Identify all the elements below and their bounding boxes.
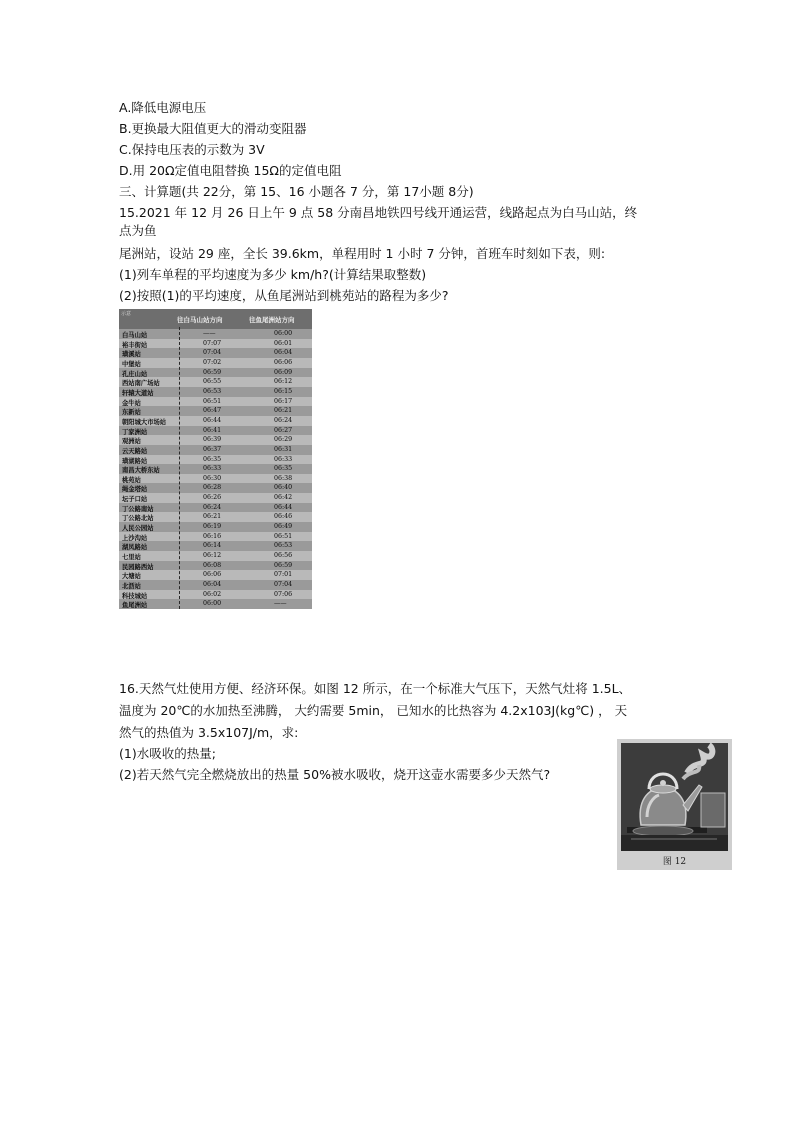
timetable-header: [119, 309, 312, 329]
timetable-row: [119, 445, 312, 455]
time-to-yuweizhou: 06:17: [274, 397, 293, 405]
time-to-yuweizhou: 06:49: [274, 523, 293, 531]
option-c: C.保持电压表的示数为 3V: [119, 142, 265, 157]
timetable-row: [119, 570, 312, 580]
timetable-row: [119, 522, 312, 532]
timetable-row: [119, 377, 312, 387]
time-to-yuweizhou: 06:40: [274, 484, 293, 492]
time-to-yuweizhou: 06:06: [274, 358, 293, 366]
station-name: 西站南广场站: [122, 380, 160, 388]
time-to-baimashan: 06:55: [203, 378, 222, 386]
time-to-baimashan: 06:35: [203, 455, 222, 463]
q16-line-2: 温度为 20℃的水加热至沸腾， 大约需要 5min， 已知水的比热容为 4.2x103J(kg℃) ， 天: [119, 703, 628, 718]
time-to-baimashan: 06:28: [203, 484, 222, 492]
station-name: 轩辕大道站: [122, 389, 154, 397]
time-to-yuweizhou: 06:01: [274, 339, 293, 347]
station-name: 北沥站: [122, 583, 141, 591]
timetable-row: [119, 368, 312, 378]
option-b: B.更换最大阻值更大的滑动变阻器: [119, 121, 307, 136]
station-name: 金牛站: [122, 399, 141, 407]
option-a: A.降低电源电压: [119, 100, 207, 115]
timetable-row: [119, 532, 312, 542]
time-to-baimashan: 06:16: [203, 532, 222, 540]
timetable-row: [119, 406, 312, 416]
timetable-row: [119, 348, 312, 358]
station-name: 璜湖路站: [122, 457, 148, 465]
figure-12-kettle-photo: [617, 739, 732, 870]
timetable-image: [119, 309, 312, 609]
time-to-yuweizhou: 06:21: [274, 407, 293, 415]
timetable-row: [119, 493, 312, 503]
station-name: 桃苑站: [122, 476, 141, 484]
q15-question-1: (1)列车单程的平均速度为多少 km/h?(计算结果取整数): [119, 267, 427, 282]
time-to-baimashan: 06:51: [203, 397, 222, 405]
time-to-baimashan: 06:47: [203, 407, 222, 415]
q16-question-2: (2)若天然气完全燃烧放出的热量 50%被水吸收，烧开这壶水需要多少天然气?: [119, 767, 551, 782]
time-to-baimashan: 06:06: [203, 571, 222, 579]
time-to-yuweizhou: 06:59: [274, 561, 293, 569]
timetable-row: [119, 590, 312, 600]
timetable-row: [119, 387, 312, 397]
time-to-yuweizhou: 07:01: [274, 571, 293, 579]
timetable-header-direction-1: 往白马山站方向: [177, 316, 223, 324]
time-to-yuweizhou: ——: [274, 600, 287, 608]
timetable-row: [119, 416, 312, 426]
time-to-baimashan: 06:44: [203, 416, 222, 424]
timetable-row: [119, 503, 312, 513]
timetable-row: [119, 455, 312, 465]
station-name: 科技城站: [122, 592, 148, 600]
time-to-baimashan: 06:24: [203, 503, 222, 511]
timetable-row: [119, 358, 312, 368]
timetable-row: [119, 426, 312, 436]
section-title: 三、计算题(共 22分，第 15、16 小题各 7 分，第 17小题 8分): [119, 184, 474, 199]
timetable-row: [119, 339, 312, 349]
timetable-row: [119, 551, 312, 561]
time-to-yuweizhou: 06:44: [274, 503, 293, 511]
time-to-yuweizhou: 06:42: [274, 494, 293, 502]
time-to-baimashan: 06:33: [203, 465, 222, 473]
time-to-yuweizhou: 06:31: [274, 445, 293, 453]
time-to-baimashan: 06:26: [203, 494, 222, 502]
timetable-corner-label: 示意: [121, 311, 132, 317]
time-to-baimashan: 06:19: [203, 523, 222, 531]
timetable-row: [119, 474, 312, 484]
q16-line-3: 然气的热值为 3.5x107J/m，求:: [119, 725, 299, 740]
time-to-yuweizhou: 06:15: [274, 387, 293, 395]
time-to-yuweizhou: 06:04: [274, 349, 293, 357]
station-name: 湖凤路站: [122, 544, 148, 552]
station-name: 七里站: [122, 554, 141, 562]
time-to-yuweizhou: 06:00: [274, 330, 293, 337]
time-to-yuweizhou: 06:29: [274, 436, 293, 444]
station-name: 朝阳城大市场站: [122, 418, 167, 426]
station-name: 观洲站: [122, 438, 141, 446]
timetable-row: [119, 483, 312, 493]
time-to-yuweizhou: 06:09: [274, 368, 293, 376]
figure-12-caption: 图 12: [662, 857, 687, 867]
timetable-row: [119, 561, 312, 571]
station-name: 人民公园站: [122, 525, 154, 533]
station-name: 东新站: [122, 409, 141, 417]
time-to-baimashan: 06:08: [203, 561, 222, 569]
station-name: 丁公路北站: [122, 515, 154, 523]
option-d: D.用 20Ω定值电阻替换 15Ω的定值电阻: [119, 163, 342, 178]
time-to-baimashan: 06:41: [203, 426, 222, 434]
timetable-row: [119, 435, 312, 445]
time-to-yuweizhou: 06:24: [274, 416, 293, 424]
q16-line-1: 16.天然气灶使用方便、经济环保。如图 12 所示，在一个标准大气压下，天然气灶将 1.5L、: [119, 681, 632, 696]
time-to-baimashan: 06:39: [203, 436, 222, 444]
time-to-baimashan: ——: [203, 330, 216, 337]
timetable-row: [119, 329, 312, 339]
time-to-baimashan: 06:30: [203, 474, 222, 482]
time-to-yuweizhou: 06:27: [274, 426, 293, 434]
time-to-baimashan: 06:14: [203, 542, 222, 550]
timetable-header-direction-2: 往鱼尾洲站方向: [249, 316, 295, 324]
q15-question-2: (2)按照(1)的平均速度，从鱼尾洲站到桃苑站的路程为多少?: [119, 288, 449, 303]
station-name: 民园路西站: [122, 563, 154, 571]
time-to-yuweizhou: 06:56: [274, 552, 293, 560]
station-name: 大塘站: [122, 573, 141, 581]
station-name: 鱼尾洲站: [122, 602, 148, 609]
time-to-yuweizhou: 07:06: [274, 590, 293, 598]
q15-line-3: 尾洲站，设站 29 座，全长 39.6km，单程用时 1 小时 7 分钟，首班车时刻如下表，则:: [119, 246, 606, 261]
station-name: 裕丰街站: [122, 341, 148, 349]
time-to-baimashan: 06:04: [203, 581, 222, 589]
time-to-baimashan: 06:53: [203, 387, 222, 395]
station-name: 璜溪站: [122, 351, 141, 359]
station-name: 上沙沟站: [122, 534, 148, 542]
q16-question-1: (1)水吸收的热量;: [119, 746, 216, 761]
timetable-divider: [179, 327, 180, 609]
station-name: 云天路站: [122, 447, 148, 455]
time-to-yuweizhou: 06:38: [274, 474, 293, 482]
time-to-baimashan: 06:12: [203, 552, 222, 560]
station-name: 丁公路南站: [122, 505, 154, 513]
time-to-yuweizhou: 06:53: [274, 542, 293, 550]
time-to-yuweizhou: 06:12: [274, 378, 293, 386]
time-to-baimashan: 06:37: [203, 445, 222, 453]
station-name: 丁家洲站: [122, 428, 148, 436]
timetable-row: [119, 464, 312, 474]
time-to-baimashan: 07:04: [203, 349, 222, 357]
time-to-baimashan: 06:02: [203, 590, 222, 598]
station-name: 绳金塔站: [122, 486, 148, 494]
timetable-row: [119, 599, 312, 609]
time-to-yuweizhou: 06:46: [274, 513, 293, 521]
time-to-yuweizhou: 07:04: [274, 581, 293, 589]
station-name: 坛子口站: [122, 496, 148, 504]
station-name: 白马山站: [122, 332, 148, 339]
time-to-yuweizhou: 06:51: [274, 532, 293, 540]
time-to-yuweizhou: 06:33: [274, 455, 293, 463]
timetable-row: [119, 580, 312, 590]
station-name: 孔庄山站: [122, 370, 148, 378]
timetable-row: [119, 541, 312, 551]
timetable-row: [119, 397, 312, 407]
kettle-on-stove-illustration: [617, 739, 732, 870]
time-to-yuweizhou: 06:35: [274, 465, 293, 473]
time-to-baimashan: 07:07: [203, 339, 222, 347]
time-to-baimashan: 06:59: [203, 368, 222, 376]
time-to-baimashan: 07:02: [203, 358, 222, 366]
time-to-baimashan: 06:00: [203, 600, 222, 608]
timetable-row: [119, 512, 312, 522]
station-name: 中堡站: [122, 360, 141, 368]
station-name: 南昌大桥东站: [122, 467, 160, 475]
time-to-baimashan: 06:21: [203, 513, 222, 521]
q15-line-1: 15.2021 年 12 月 26 日上午 9 点 58 分南昌地铁四号线开通运营，线路起点为白马山站，终: [119, 205, 638, 220]
q15-line-2: 点为鱼: [119, 223, 157, 238]
